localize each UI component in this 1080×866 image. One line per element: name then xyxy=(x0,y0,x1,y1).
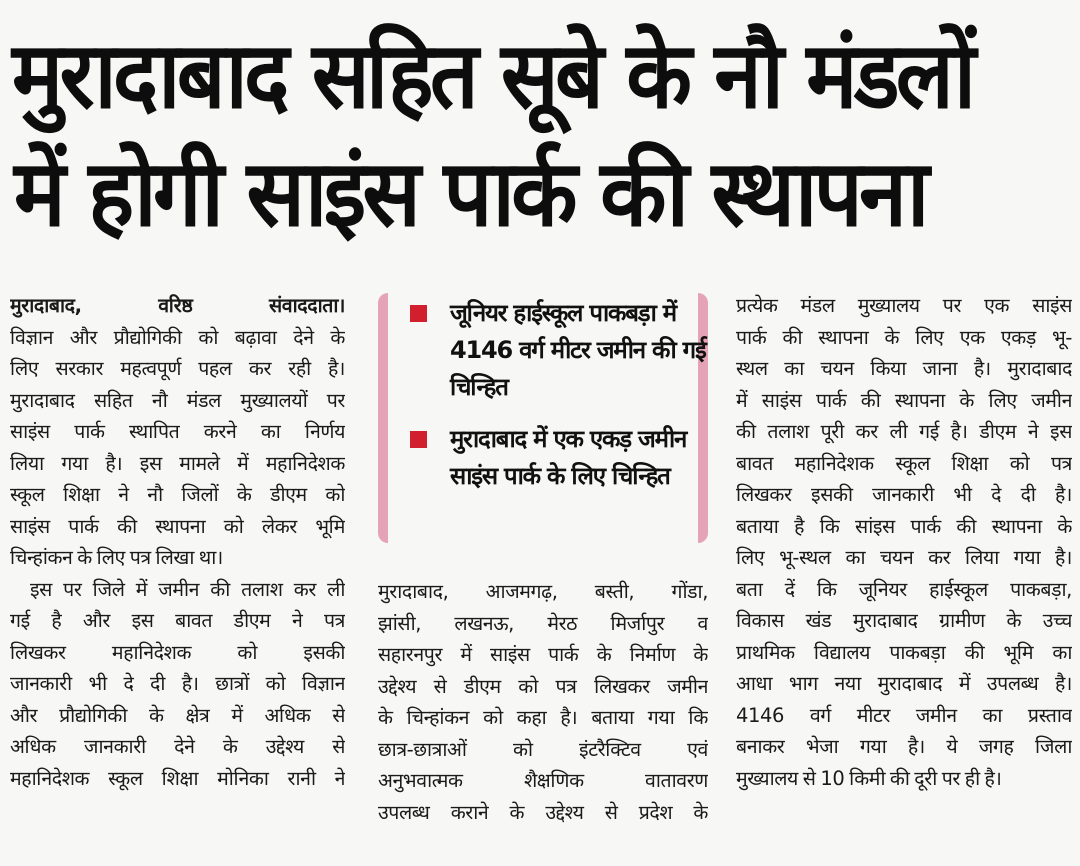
text-line: लिए भू-स्थल का चयन कर लिया गया है। xyxy=(736,546,1072,569)
highlight-text: मुरादाबाद में एक एकड़ जमीन साइंस पार्क के लिए चिन्हित xyxy=(450,425,687,490)
highlight-box xyxy=(378,293,708,543)
text-line: गई है और इस बावत डीएम ने पत्र xyxy=(10,609,345,632)
text-line: आधा भाग नया मुरादाबाद में उपलब्ध है। xyxy=(736,672,1072,695)
text-line: बताया है कि सांइस पार्क की स्थापना के xyxy=(736,514,1072,538)
text-line: के चिन्हांकन को कहा है। बताया गया कि xyxy=(378,706,708,729)
text-line: महानिदेशक स्कूल शिक्षा मोनिका रानी ने xyxy=(10,766,345,790)
text-line: स्थल का चयन किया जाना है। मुरादाबाद xyxy=(736,357,1072,380)
text-line: विकास खंड मुरादाबाद ग्रामीण के उच्च xyxy=(736,609,1072,632)
text-line: लिखकर महानिदेशक को इसकी xyxy=(10,640,345,664)
text-line: अनुभवात्मक शैक्षणिक वातावरण xyxy=(378,769,708,792)
text-line: चिन्हांकन के लिए पत्र लिखा था। xyxy=(10,546,223,569)
byline: मुरादाबाद, वरिष्ठ संवाददाता। xyxy=(10,294,345,317)
text-line: उद्देश्य से डीएम को पत्र लिखकर जमीन xyxy=(378,674,708,698)
text-line: जानकारी भी दे दी है। छात्रों को विज्ञान xyxy=(10,672,345,695)
text-line: उपलब्ध कराने के उद्देश्य से प्रदेश के xyxy=(378,800,708,824)
square-bullet-icon xyxy=(410,305,427,322)
text-line: लिखकर इसकी जानकारी भी दे दी है। xyxy=(736,483,1072,506)
text-line: बनाकर भेजा गया है। ये जगह जिला xyxy=(736,735,1072,758)
text-line: मुरादाबाद सहित नौ मंडल मुख्यालयों पर xyxy=(10,388,345,412)
text-line: स्कूल शिक्षा ने नौ जिलों के डीएम को xyxy=(10,483,345,506)
text-line: इस पर जिले में जमीन की तलाश कर ली xyxy=(30,577,345,601)
text-line: बावत महानिदेशक स्कूल शिक्षा को पत्र xyxy=(736,451,1072,475)
headline xyxy=(0,0,1080,262)
text-line: में साइंस पार्क की स्थापना के लिए जमीन xyxy=(736,388,1072,412)
text-line: पार्क की स्थापना के लिए एक एकड़ भू- xyxy=(736,325,1072,349)
text-line: विज्ञान और प्रौद्योगिकी को बढ़ावा देने के xyxy=(10,325,345,349)
text-line: साइंस पार्क की स्थापना को लेकर भूमि xyxy=(10,514,345,538)
text-line: सहारनपुर में साइंस पार्क के निर्माण के xyxy=(378,643,708,666)
text-line: छात्र-छात्राओं को इंटरैक्टिव एवं xyxy=(378,737,708,761)
article-column-2 xyxy=(378,576,708,828)
highlight-text: जूनियर हाईस्कूल पाकबड़ा में 4146 वर्ग मीटर जमीन की गई चिन्हित xyxy=(450,299,706,401)
text-line: अधिक जानकारी देने के उद्देश्य से xyxy=(10,735,345,758)
text-line: 4146 वर्ग मीटर जमीन का प्रस्ताव xyxy=(736,703,1072,727)
text-line: प्राथमिक विद्यालय पाकबड़ा की भूमि का xyxy=(736,640,1072,664)
article-column-1 xyxy=(10,290,345,794)
text-line: और प्रौद्योगिकी के क्षेत्र में अधिक से xyxy=(10,703,345,727)
article-column-3 xyxy=(736,290,1072,794)
square-bullet-icon xyxy=(410,431,427,448)
headline-line-1: मुरादाबाद सहित सूबे के नौ मंडलों xyxy=(12,22,973,129)
text-line: लिए सरकार महत्वपूर्ण पहल कर रही है। xyxy=(10,357,345,380)
text-line: की तलाश पूरी कर ली गई है। डीएम ने इस xyxy=(736,420,1072,443)
text-line: प्रत्येक मंडल मुख्यालय पर एक साइंस xyxy=(736,294,1072,317)
text-line: साइंस पार्क स्थापित करने का निर्णय xyxy=(10,420,345,443)
text-line: मुरादाबाद, आजमगढ़, बस्ती, गोंडा, xyxy=(378,580,708,603)
text-line: मुख्यालय से 10 किमी की दूरी पर ही है। xyxy=(736,766,1002,790)
headline-line-2: में होगी साइंस पार्क की स्थापना xyxy=(14,140,926,247)
text-line: लिया गया है। इस मामले में महानिदेशक xyxy=(10,451,345,475)
text-line: झांसी, लखनऊ, मेरठ मिर्जापुर व xyxy=(378,611,708,635)
text-line: बता दें कि जूनियर हाईस्कूल पाकबड़ा, xyxy=(736,577,1072,601)
